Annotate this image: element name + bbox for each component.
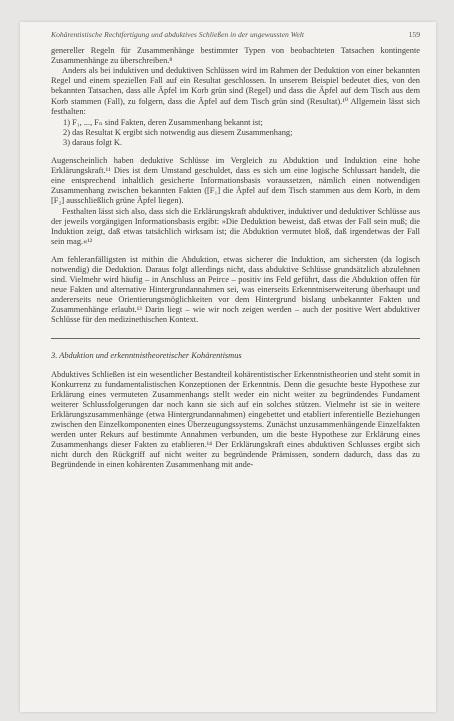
paragraph-2: Anders als bei induktiven und deduktiven Schlüssen wird im Rahmen der Deduktion von einer bekannten Regel und einem speziellen Fall auf ein Resultat geschlossen. In unserem Beispiel bedeutet dies, von den bekannten Tatsachen, dass alle Äpfel im Korb grün sind (Regel) und dass die Äpfel auf dem Tisch aus dem Korb stammen (Fall), zu folgern, dass die Äpfel auf dem Tisch grün sind (Resultat).¹⁰ Allgemein lässt sich festhalten: [51, 66, 420, 116]
list-item: 1) F₁, ..., Fₙ sind Fakten, deren Zusammenhang bekannt ist; [63, 117, 263, 127]
paragraph-6: Abduktives Schließen ist ein wesentlicher Bestandteil kohärentistischer Erkenntnistheorien und steht somit in Konkurrenz zu fundamentalistischen Konzeptionen der Erkenntnis. Denn die gesuchte beste Hypothese zur Erklärung eines vermuteten Zusammenhangs stellt weder ein nicht weiter zu begründendes Fundament weiterer Schlussfolgerungen dar noch kann sie sich auf ein solches stützen. Vielmehr ist sie in weitere Erklärungszusammenhänge (etwa Hintergrundannahmen) eingebettet und etabliert inferentielle Beziehungen zwischen den Einzelkomponenten eines Überzeugungssystems. Zunächst unzusammenhängende Einzelfakten werden unter Rekurs auf bestimmte Annahmen verbunden, um die beste Hypothese zur Erklärung eines Zusammenhangs dieser Fakten zu etablieren.¹⁴ Der Erklärungskraft eines abduktiven Schlusses ergibt sich nicht durch den Rückgriff auf nicht weiter zu begründende Prämissen, sondern dadurch, dass das zu Begründende in einen kohärenten Zusammenhang mit ande- [51, 369, 420, 470]
list-item: 3) daraus folgt K. [63, 137, 123, 147]
paragraph-5: Am fehleranfälligsten ist mithin die Abduktion, etwas sicherer die Induktion, am sichersten (da logisch notwendig) die Deduktion. Daraus folgt allerdings nicht, dass abduktive Schlüsse grundsätzlich abzulehnen sind. Vielmehr wird häufig – in Anschluss an Peirce – positiv ins Feld geführt, dass die Abduktion offen für neue Fakten und alternative Hintergrundannahmen sei, was einerseits Erkenntniserweiterung überhaupt und andererseits neue Orientierungsmöglichkeiten vor dem Hintergrund bislang unbekannter Fakten und Zusammenhänge erlaubt.¹³ Darin liegt – wie wir noch zeigen werden – auch der positive Wert abduktiver Schlüsse für den medizinethischen Kontext. [51, 254, 420, 325]
paragraph-3: Augenscheinlich haben deduktive Schlüsse im Vergleich zu Abduktion und Induktion eine hohe Erklärungskraft.¹¹ Dies ist dem Umstand geschuldet, dass es sich um eine logische Schlussart handelt, die eine entsprechend inhaltlich gesicherte Informationsbasis voraussetzen, nämlich einen notwendigen Zusammenhang zwischen bekannten Fakten ([F₁] die Äpfel auf dem Tisch stammen aus dem Korb, in dem [F₂] ausschließlich grüne Äpfel liegen). [51, 156, 420, 206]
section-heading: 3. Abduktion und erkenntnistheoretischer Kohärentismus [51, 350, 242, 360]
section-divider [51, 338, 420, 339]
book-page [20, 22, 436, 712]
running-title: Kohärentistische Rechtfertigung und abduktives Schließen in der ungewussten Welt [51, 30, 304, 39]
paragraph-4: Festhalten lässt sich also, dass sich die Erklärungskraft abduktiver, induktiver und deduktiver Schlüsse aus der jeweils vorgängigen Informationsbasis ergibt: »Die Deduktion beweist, daß etwas der Fall sein muß; die Induktion zeigt, daß etwas tatsächlich wirksam ist; die Abduktion vermutet bloß, daß irgendetwas der Fall sein mag.«¹² [51, 206, 420, 246]
paragraph-1: genereller Regeln für Zusammenhänge bestimmter Typen von beobachteten Tatsachen kontingente Zusammenhänge zu überschreiben.⁸ [51, 46, 420, 66]
page-content [51, 30, 420, 471]
running-header [51, 30, 420, 40]
list-item: 2) das Resultat K ergibt sich notwendig aus diesem Zusammenhang; [63, 127, 293, 137]
page-number: 159 [408, 30, 420, 39]
conditions-list [63, 118, 420, 148]
